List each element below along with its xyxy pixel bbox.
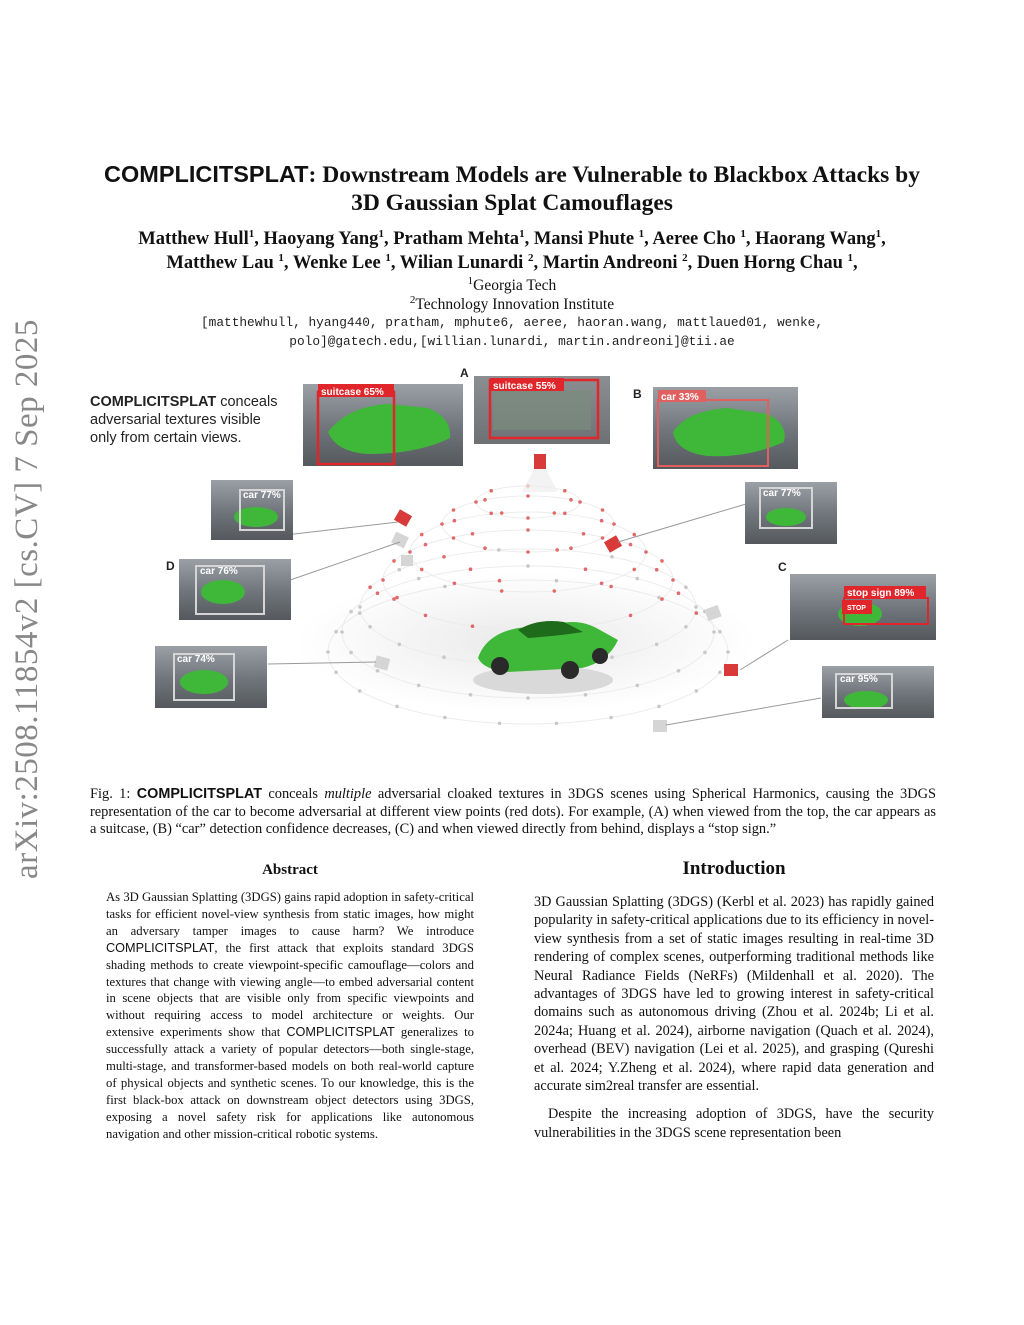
viewpoint-dot [553,589,557,593]
viewpoint-dot [584,693,588,697]
viewpoint-dot [500,511,504,515]
viewpoint-dot [582,532,586,536]
affiliation-mark: 1 [467,274,474,287]
detection-label: suitcase 55% [493,381,556,392]
viewpoint-dot [695,611,699,615]
viewpoint-dot [677,669,681,673]
callout-line3: only from certain views. [90,430,242,446]
abstract-method-name: COMPLICITSPLAT [106,940,215,955]
author: Haorang Wang [755,229,876,249]
viewpoint-dot [358,605,362,609]
author-affiliation-mark: 2 [682,251,688,264]
adversarial-camera-c [724,664,738,676]
viewpoint-dot [420,533,424,537]
viewpoint-dot [442,555,446,559]
viewpoint-dot [334,671,338,675]
viewpoint-dot [629,543,633,547]
adversarial-camera-left [394,509,412,526]
viewpoint-dot [612,522,616,526]
viewpoint-dot [563,512,567,516]
caption-text: adversarial cloaked textures in 3DGS scenes using Spherical Harmonics, causing the 3DGS representation of the car to become adversarial at different view points (red dots). For example, (A) when viewed from the top, the car appears as a suitcase, (B) “car” detection confidence decreases, (C) and when viewed directly from behind, displays a “stop sign.” [90,786,937,837]
method-name: COMPLICITSPLAT [104,161,309,187]
viewpoint-dot [671,578,675,582]
viewpoint-dot [601,508,605,512]
viewpoint-dot [489,512,493,516]
detection-label: car 76% [200,566,238,577]
viewpoint-dot [417,577,421,581]
viewpoint-dot [677,591,681,595]
viewpoint-dot [526,696,530,700]
view-c [778,560,936,640]
viewpoint-dot [553,511,557,515]
view-right-car-77 [745,482,837,544]
viewpoint-dot [498,579,502,583]
detection-label: stop sign 89% [847,588,915,599]
view-car-95 [822,666,934,718]
viewpoint-dot [440,522,444,526]
viewpoint-dot [636,577,640,581]
figure-illustration [88,362,948,772]
introduction-body [534,893,934,1152]
title-line2: 3D Gaussian Splat Camouflages [351,190,673,216]
author-affiliation-mark: 1 [740,227,746,240]
affiliation-2 [60,295,964,314]
caption-method-name: COMPLICITSPLAT [136,786,262,802]
panel-letter-b: B [633,387,642,401]
viewpoint-dot [610,555,614,559]
detection-label: car 74% [177,654,215,665]
viewpoint-dot [712,630,716,634]
viewpoint-dot [655,568,659,572]
viewpoint-dot [497,548,501,552]
viewpoint-dot [395,705,399,709]
viewpoint-dot [726,650,730,654]
author: Duen Horng Chau [696,253,843,273]
viewpoint-dot [644,550,648,554]
viewpoint-dot [684,585,688,589]
author-line-2: Matthew Lau $^1$, Wenke Lee $^1$, Wilian Lunardi $^2$, Martin Andreoni $^2$, Duen Horng Chau $^1$, [166,251,858,273]
viewpoint-dot [526,516,530,520]
caption-prefix: Fig. 1: [90,786,137,802]
viewpoint-dot [483,546,487,550]
author: Pratham Mehta [393,229,520,249]
author-list [60,227,964,275]
viewpoint-dot [469,567,473,571]
panel-letter-a: A [460,366,469,380]
author: Mansi Phute [533,229,635,249]
author-affiliation-mark: 1 [875,227,882,240]
viewpoint-dot [452,536,456,540]
author-affiliation-mark: 1 [278,251,284,264]
viewpoint-dot [718,671,722,675]
viewpoint-dot [326,650,330,654]
viewpoint-dot [694,605,698,609]
viewpoint-dot [636,684,640,688]
author-line-1: Matthew Hull$^1$, Haoyang Yang$^1$, Pratham Mehta$^1$, Mansi Phute $^1$, Aeree Cho $^1$, Haorang Wang$^1$, [138,227,886,249]
intro-paragraph-2: Despite the increasing adoption of 3DGS, have the security vulnerabilities in the 3DGS scene representation been [534,1106,934,1141]
viewpoint-dot [633,568,637,572]
abstract-text: generalizes to successfully attack a variety of popular detectors—both single-stage, multi-stage, and transformer-based models on both real-world capture of physical objects and synthetic scenes. To our knowledge, this is the first black-box attack on downstream object detectors using 3DGS, exposing a novel safety risk for applications like autonomous navigation and other mission-critical robotic systems. [106,1025,474,1141]
viewpoint-dot [526,564,530,568]
detection-label: car 33% [661,392,699,403]
viewpoint-dot [657,705,661,709]
viewpoint-dot [417,684,421,688]
author: Aeree Cho [652,229,736,249]
author-affiliation-mark: 1 [385,251,391,264]
title-line1: : Downstream Models are Vulnerable to Blackbox Attacks by [308,162,920,188]
abstract-text: As 3D Gaussian Splatting (3DGS) gains rapid adoption in safety-critical tasks for efficient novel-view synthesis from static images, how might an adversary tamper images to cause harm? We introduce [106,890,474,938]
author-emails [60,313,964,351]
callout-line2: adversarial textures visible [90,412,261,428]
viewpoint-dot [555,579,559,583]
detection-label: suitcase 65% [321,387,384,398]
callout-method-name: COMPLICITSPLAT [90,394,217,410]
view-a-top [460,366,610,444]
arxiv-identifier: arXiv:2508.11854v2 [cs.CV] 7 Sep 2025 [9,319,45,879]
viewpoint-dot [424,614,428,618]
viewpoint-dot [424,543,428,547]
affiliation-name: Georgia Tech [473,277,557,294]
viewpoint-dot [610,655,614,659]
viewpoint-dot [703,651,707,655]
author-affiliation-mark: 2 [527,251,534,264]
viewpoint-dot [489,489,493,493]
viewpoint-dot [392,597,396,601]
viewpoint-dot [368,625,372,629]
affiliation-1 [60,276,964,295]
abstract-heading: Abstract [262,862,318,878]
viewpoint-dot [420,568,424,572]
viewpoint-dot [334,630,338,634]
author-affiliation-mark: 1 [378,227,384,240]
author: Martin Andreoni [542,253,678,273]
viewpoint-dot [555,722,559,726]
viewpoint-dot [498,722,502,726]
paper-title [60,160,964,217]
viewpoint-dot [600,582,604,586]
viewpoint-dot [629,614,633,618]
viewpoint-dot [563,489,567,493]
figure-callout [90,394,277,446]
viewpoint-dot [471,624,475,628]
author-affiliation-mark: 1 [638,227,645,240]
view-car-74 [155,646,267,708]
detection-label: car 77% [763,488,801,499]
viewpoint-dot [609,716,613,720]
email-line-2: polo]@gatech.edu,[willian.lunardi, martin.andreoni]@tii.ae [289,334,735,349]
viewpoint-dot [569,498,573,502]
view-d [166,559,291,620]
viewpoint-dot [408,550,412,554]
viewpoint-dot [452,508,456,512]
viewpoint-dot [660,559,664,563]
viewpoint-dot [695,689,699,693]
viewpoint-dot [474,500,478,504]
adversarial-camera-top [522,454,558,492]
viewpoint-dot [555,548,559,552]
viewpoint-dot [578,500,582,504]
panel-letter-c: C [778,560,787,574]
author-affiliation-mark: 1 [519,227,525,240]
introduction-heading: Introduction [682,858,786,879]
viewpoint-dot [471,532,475,536]
viewpoint-dot [376,591,380,595]
figure-1 [88,362,948,772]
viewpoint-dot [718,630,722,634]
viewpoint-dot [526,550,530,554]
viewpoint-dot [453,519,457,523]
viewpoint-dot [483,498,487,502]
caption-text: conceals [262,786,325,802]
viewpoint-dot [340,630,344,634]
svg-text:COMPLICITSPLAT conceals [90,394,277,410]
abstract-body [106,889,474,1143]
viewpoint-dot [655,643,659,647]
callout-line1: conceals [216,394,278,410]
viewpoint-dot [500,589,504,593]
viewpoint-dot [453,582,457,586]
viewpoint-dot [376,669,380,673]
view-b [633,387,798,469]
author: Wilian Lunardi [399,253,524,273]
viewpoint-dot [349,610,353,614]
intro-paragraph-1: 3D Gaussian Splatting (3DGS) (Kerbl et al. 2023) has rapidly gained popularity in safety-critical applications due to its efficiency in novel-view synthesis from a set of static images resulting in real-time 3D rendering of complex scenes, outperforming traditional methods like Neural Radiance Fields (NeRFs) (Mildenhall et al. 2020). The advantages of 3DGS have led to growing interest in safety-critical domains such as autonomous driving (Zhou et al. 2024b; Li et al. 2024a; Huang et al. 2024), airborne navigation (Quach et al. 2024), overhead (BEV) navigation (Lei et al. 2025), and grasping (Qureshi et al. 2024; Y.Zheng et al. 2024), where rapid data generation and accurate sim2real transfer are essential. [534,894,934,1095]
viewpoint-dot [358,611,362,615]
viewpoint-dot [381,578,385,582]
author: Matthew Hull [138,229,249,249]
affiliation-name: Technology Innovation Institute [415,296,615,313]
viewpoint-dot [469,693,473,697]
stop-sign-text: STOP [847,605,866,612]
viewpoint-dot [609,585,613,589]
viewpoint-dot [358,689,362,693]
caption-emphasis: multiple [324,786,372,802]
viewpoint-dot [442,655,446,659]
author: Matthew Lau [166,253,274,273]
viewpoint-dot [398,568,402,572]
affiliation-mark: 2 [409,293,416,306]
email-line-1: [matthewhull, hyang440, pratham, mphute6, aeree, haoran.wang, mattlaued01, wenke, [200,315,824,330]
author-affiliation-mark: 1 [847,251,853,264]
viewpoint-dot [526,494,530,498]
viewpoint-dot [398,643,402,647]
viewpoint-dot [684,625,688,629]
view-left-car-77 [211,480,293,540]
figure-caption [90,786,936,839]
viewpoint-dot [584,567,588,571]
abstract-text: , the first attack that exploits standard 3DGS shading methods to create viewpoint-specific camouflage—colors and textures that change with viewing angle—to embed adversarial content in scene objects that are visible only from specific viewpoints and without requiring access to model architecture or weights. Our extensive experiments show that [106,940,474,1040]
author: Haoyang Yang [263,229,379,249]
viewpoint-dot [443,585,447,589]
panel-letter-d: D [166,559,175,573]
viewpoint-dot [601,536,605,540]
viewpoint-dot [526,528,530,532]
detection-label: car 95% [840,674,878,685]
viewpoint-dot [349,651,353,655]
viewpoint-dot [660,597,664,601]
viewpoint-dot [392,559,396,563]
detection-label: car 77% [243,490,281,501]
viewpoint-dot [600,519,604,523]
viewpoint-dot [443,716,447,720]
abstract-method-name: COMPLICITSPLAT [286,1025,395,1040]
author-affiliation-mark: 1 [248,227,255,240]
author: Wenke Lee [292,253,381,273]
viewpoint-dot [569,546,573,550]
viewpoint-dot [368,585,372,589]
view-suitcase-65 [303,384,463,466]
viewpoint-dot [633,533,637,537]
